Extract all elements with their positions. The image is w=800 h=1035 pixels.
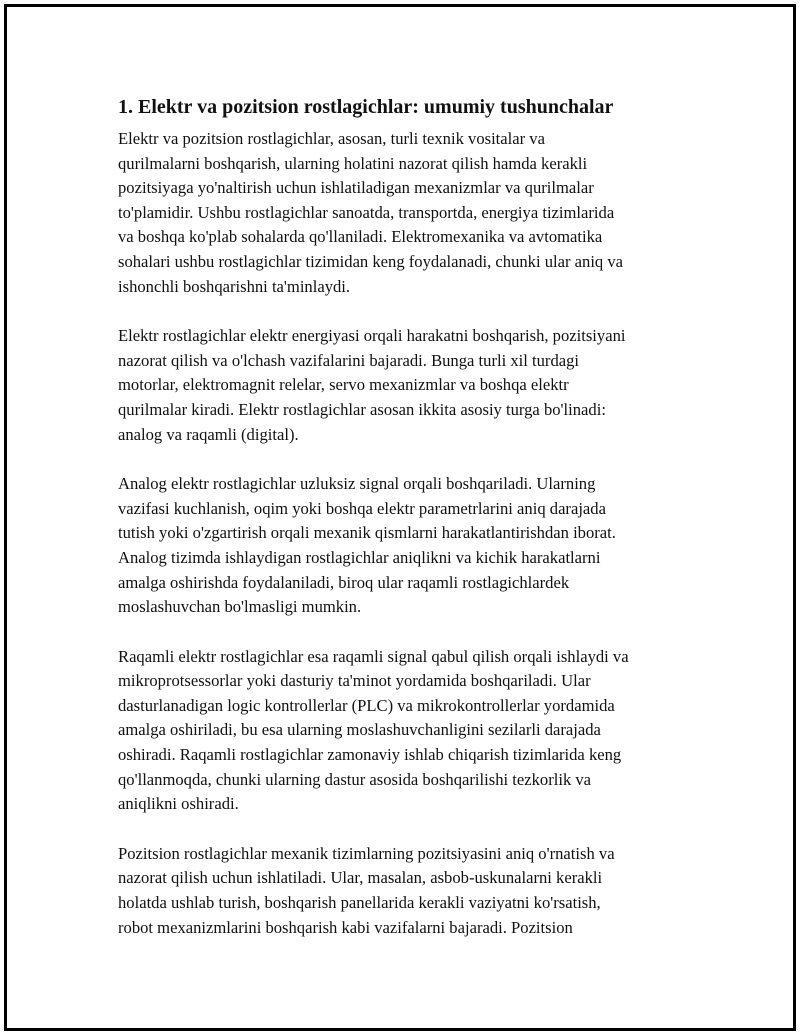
text-line: robot mexanizmlarini boshqarish kabi vazifalarni bajaradi. Pozitsion — [118, 917, 573, 937]
text-line: Raqamli elektr rostlagichlar esa raqamli signal qabul qilish orqali ishlaydi va — [118, 646, 629, 666]
text-line: qurilmalarni boshqarish, ularning holatini nazorat qilish hamda kerakli — [118, 153, 588, 173]
text-line: Analog elektr rostlagichlar uzluksiz signal orqali boshqariladi. Ularning — [118, 474, 596, 494]
text-line: analog va raqamli (digital). — [118, 424, 299, 444]
paragraph-4 — [118, 645, 688, 817]
text-line: tutish yoki o'zgartirish orqali mexanik qismlarni harakatlantirishdan iborat. — [118, 523, 616, 543]
text-line: holatda ushlab turish, boshqarish panellarida kerakli vaziyatni ko'rsatish, — [118, 893, 601, 913]
paragraph-2 — [118, 324, 688, 447]
text-line: dasturlanadigan logic kontrollerlar (PLC) va mikrokontrollerlar yordamida — [118, 695, 615, 715]
text-line: ishonchli boshqarishni ta'minlaydi. — [118, 276, 351, 296]
paragraph-3 — [118, 472, 688, 620]
text-line: amalga oshirishda foydalaniladi, biroq ular raqamli rostlagichlardek — [118, 572, 570, 592]
text-line: Pozitsion rostlagichlar mexanik tizimlarning pozitsiyasini aniq o'rnatish va — [118, 843, 615, 863]
text-line: va boshqa ko'plab sohalarda qo'llaniladi. Elektromexanika va avtomatika — [118, 227, 603, 247]
section-heading: 1. Elektr va pozitsion rostlagichlar: umumiy tushunchalar — [118, 96, 614, 118]
text-line: qurilmalar kiradi. Elektr rostlagichlar asosan ikkita asosiy turga bo'linadi: — [118, 399, 606, 419]
text-line: aniqlikni oshiradi. — [118, 794, 239, 814]
text-line: qo'llanmoqda, chunki ularning dastur asosida boshqarilishi tezkorlik va — [118, 769, 592, 789]
text-line: amalga oshiriladi, bu esa ularning moslashuvchanligini sezilarli darajada — [118, 720, 601, 740]
paragraph-1 — [118, 127, 688, 299]
text-line: pozitsiyaga yo'naltirish uchun ishlatiladigan mexanizmlar va qurilmalar — [118, 178, 594, 198]
text-line: mikroprotsessorlar yoki dasturiy ta'minot yordamida boshqariladi. Ular — [118, 671, 591, 691]
text-line: nazorat qilish uchun ishlatiladi. Ular, masalan, asbob-uskunalarni kerakli — [118, 868, 603, 888]
text-line: Analog tizimda ishlaydigan rostlagichlar aniqlikni va kichik harakatlarni — [118, 547, 601, 567]
document-body — [118, 94, 688, 965]
text-line: motorlar, elektromagnit relelar, servo mexanizmlar va boshqa elektr — [118, 375, 569, 395]
paragraph-5 — [118, 842, 688, 940]
text-line: Elektr rostlagichlar elektr energiyasi orqali harakatni boshqarish, pozitsiyani — [118, 326, 626, 346]
text-line: sohalari ushbu rostlagichlar tizimidan keng foydalanadi, chunki ular aniq va — [118, 251, 624, 271]
text-line: to'plamidir. Ushbu rostlagichlar sanoatda, transportda, energiya tizimlarida — [118, 202, 615, 222]
text-line: vazifasi kuchlanish, oqim yoki boshqa elektr parametrlarini aniq darajada — [118, 498, 606, 518]
text-line: oshiradi. Raqamli rostlagichlar zamonaviy ishlab chiqarish tizimlarida keng — [118, 745, 622, 765]
text-line: Elektr va pozitsion rostlagichlar, asosan, turli texnik vositalar va — [118, 129, 545, 148]
text-line: moslashuvchan bo'lmasligi mumkin. — [118, 597, 362, 617]
text-line: nazorat qilish va o'lchash vazifalarini bajaradi. Bunga turli xil turdagi — [118, 350, 580, 370]
